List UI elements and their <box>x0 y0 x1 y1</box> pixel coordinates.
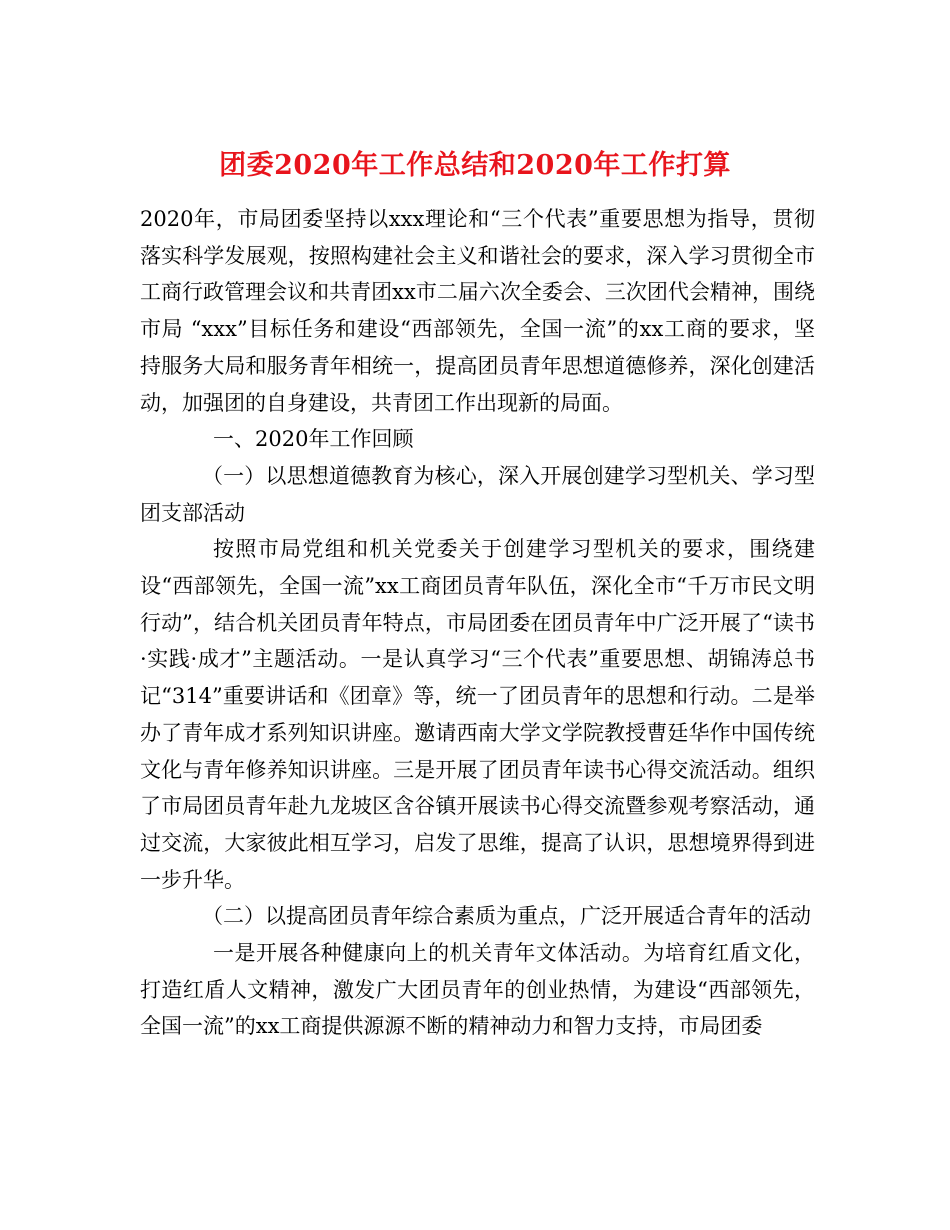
subsection-heading: （二）以提高团员青年综合素质为重点，广泛开展适合青年的活动 <box>202 904 811 929</box>
intro-paragraph: 2020年，市局团委坚持以xxx理论和“三个代表”重要思想为指导，贯彻落实科学发展观，按照构建社会主义和谐社会的要求，深入学习贯彻全市工商行政管理会议和共青团xx市二届六次全委会、三次团代会精神，围绕市局 “xxx”目标任务和建设“西部领先，全国一流”的xx工商的要求，坚持服务大局和服务青年相统一，提高团员青年思想道德修养，深化创建活动，加强团的自身建设，共青团工作出现新的局面。 <box>140 207 815 415</box>
body-paragraph: 一是开展各种健康向上的机关青年文体活动。为培育红盾文化，打造红盾人文精神，激发广大团员青年的创业热情，为建设“西部领先，全国一流”的xx工商提供源源不断的精神动力和智力支持，市局团委 <box>140 941 815 1039</box>
document-body <box>140 201 815 1045</box>
subsection-heading: （一）以思想道德教育为核心，深入开展创建学习型机关、学习型团支部活动 <box>140 463 815 525</box>
body-paragraph: 按照市局党组和机关党委关于创建学习型机关的要求，围绕建设“西部领先，全国一流”xx工商团员青年队伍，深化全市“千万市民文明行动”，结合机关团员青年特点，市局团委在团员青年中广泛开展了“读书·实践·成才”主题活动。一是认真学习“三个代表”重要思想、胡锦涛总书记“314”重要讲话和《团章》等，统一了团员青年的思想和行动。二是举办了青年成才系列知识讲座。邀请西南大学文学院教授曹廷华作中国传统文化与青年修养知识讲座。三是开展了团员青年读书心得交流活动。组织了市局团员青年赴九龙坡区含谷镇开展读书心得交流暨参观考察活动，通过交流，大家彼此相互学习，启发了思维，提高了认识，思想境界得到进一步升华。 <box>140 537 815 892</box>
document-title: 团委2020年工作总结和2020年工作打算 <box>219 150 731 182</box>
section-heading: 一、2020年工作回顾 <box>213 427 414 452</box>
